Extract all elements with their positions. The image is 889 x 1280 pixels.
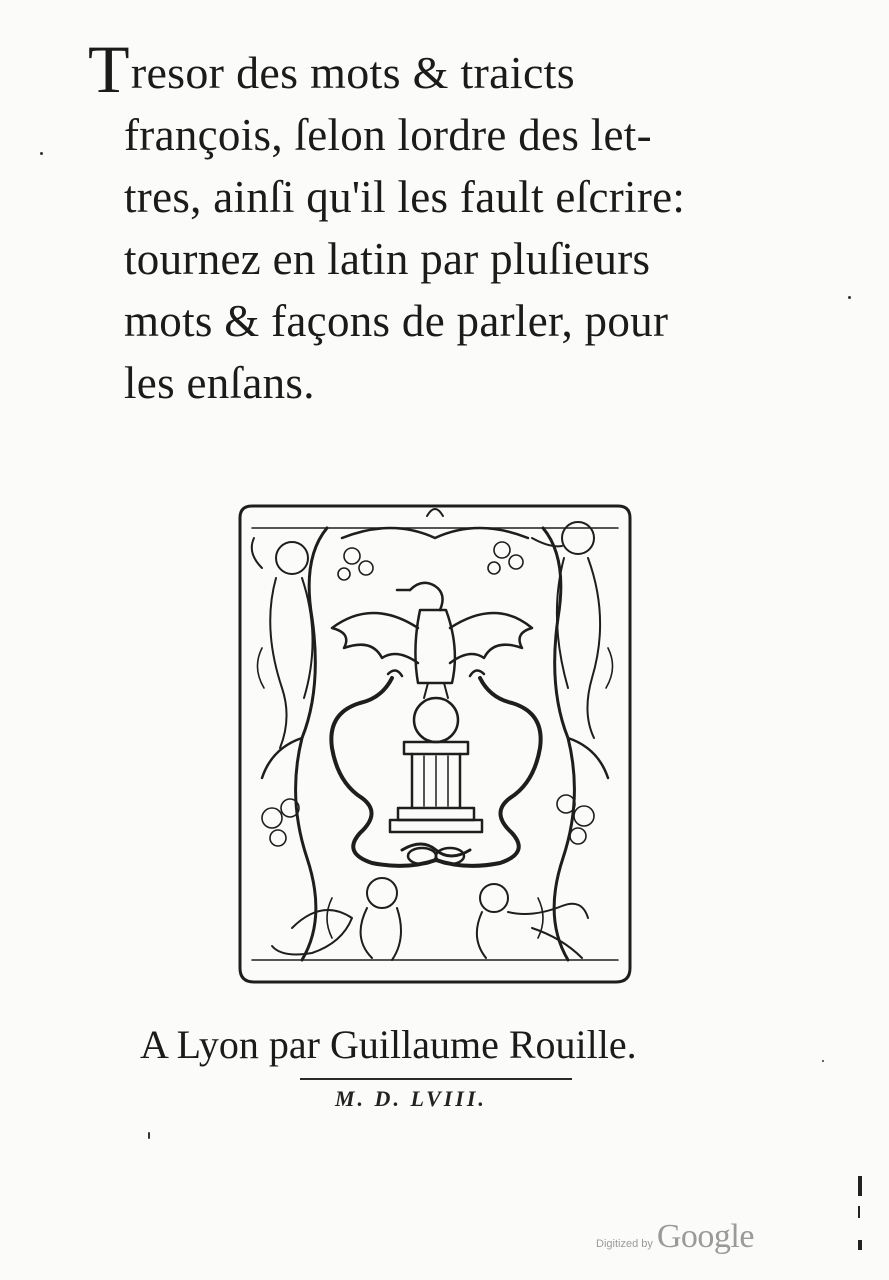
title-dropcap: T (88, 31, 130, 107)
watermark-brand: Google (656, 1218, 754, 1255)
title-line-5: mots & façons de parler, pour (124, 296, 669, 346)
digitized-by-watermark (596, 1218, 754, 1256)
title-line-6: les enſans. (124, 358, 315, 408)
imprint-line: A Lyon par Guillaume Rouille. (140, 1022, 637, 1067)
title-line-2: françois, ſelon lordre des let- (124, 110, 652, 160)
printer-device-woodcut (232, 498, 638, 990)
paper-speck (40, 152, 43, 155)
paper-speck (148, 1132, 150, 1139)
scan-edge-mark (858, 1206, 860, 1218)
paper-speck (848, 296, 851, 299)
title-block (88, 31, 808, 414)
imprint-rule (300, 1078, 572, 1080)
title-line-3: tres, ainſi qu'il les fault eſcrire: (124, 172, 686, 222)
imprint-date: M. D. LVIII. (335, 1086, 487, 1111)
scan-edge-mark (858, 1240, 862, 1250)
scan-edge-mark (858, 1176, 862, 1196)
title-line-4: tournez en latin par pluſieurs (124, 234, 651, 284)
title-line-1 (88, 31, 808, 107)
eagle-serpents-woodcut-icon (232, 498, 638, 990)
watermark-prefix: Digitized by (596, 1238, 653, 1250)
title-line-1-text: resor des mots & traicts (130, 47, 575, 98)
paper-speck (822, 1060, 824, 1062)
